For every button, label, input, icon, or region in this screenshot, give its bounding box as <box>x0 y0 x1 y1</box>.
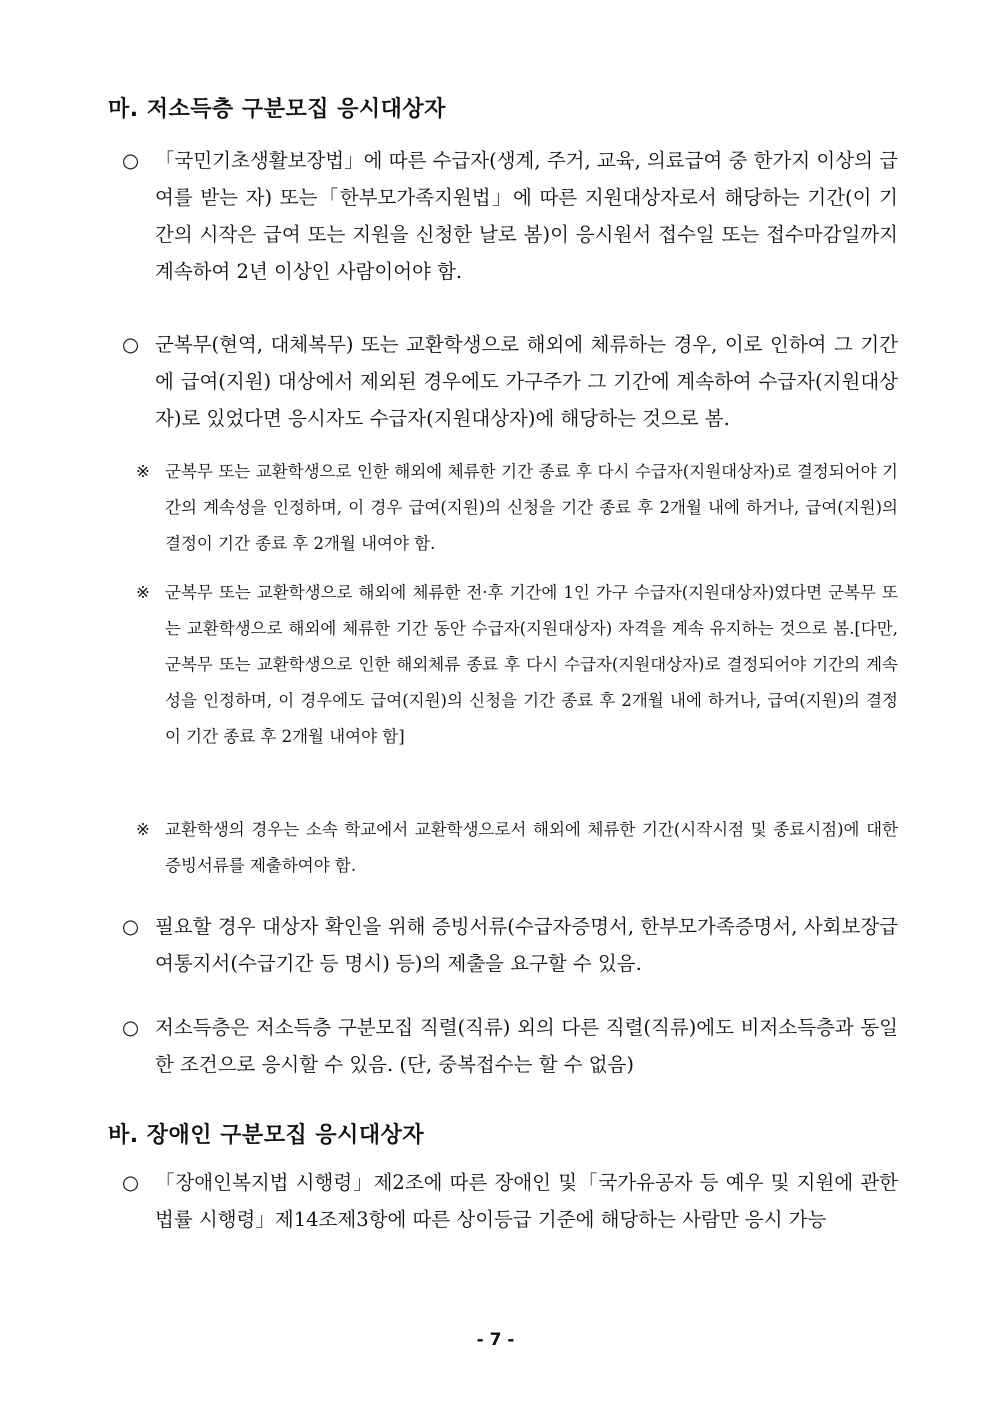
section-heading-disabled: 바. 장애인 구분모집 응시대상자 <box>108 1123 425 1148</box>
reference-mark-icon: ※ <box>136 583 150 602</box>
note-item <box>136 812 898 884</box>
list-item <box>122 1009 898 1083</box>
section-heading-low-income: 마. 저소득층 구분모집 응시대상자 <box>108 97 446 122</box>
reference-mark-icon: ※ <box>136 820 150 839</box>
note-text: 군복무 또는 교환학생으로 인한 해외에 체류한 기간 종료 후 다시 수급자(지원대상자)로 결정되어야 기간의 계속성을 인정하며, 이 경우 급여(지원)의 신청을 기간 종료 후 2개월 내에 하거나, 급여(지원)의 결정이 기간 종료 후 2개월 내여야 함. <box>165 462 898 553</box>
circle-bullet-icon: ○ <box>122 333 140 356</box>
list-item <box>122 1164 898 1238</box>
paragraph-text: 필요할 경우 대상자 확인을 위해 증빙서류(수급자증명서, 한부모가족증명서, 사회보장급여통지서(수급기간 등 명시) 등)의 제출을 요구할 수 있음. <box>155 915 898 975</box>
circle-bullet-icon: ○ <box>122 149 140 172</box>
note-text: 군복무 또는 교환학생으로 해외에 체류한 전·후 기간에 1인 가구 수급자(지원대상자)였다면 군복무 또는 교환학생으로 해외에 체류한 기간 동안 수급자(지원대상자) 자격을 계속 유지하는 것으로 봄.[다만, 군복무 또는 교환학생으로 인한 해외체류 종료 후 다시 수급자(지원대상자)로 결정되어야 기간의 계속성을 인정하며, 이 경우에도 급여(지원)의 신청을 기간 종료 후 2개월 내에 하거나, 급여(지원)의 결정이 기간 종료 후 2개월 내여야 함] <box>165 583 898 746</box>
paragraph-text: 저소득층은 저소득층 구분모집 직렬(직류) 외의 다른 직렬(직류)에도 비저소득층과 동일한 조건으로 응시할 수 있음. (단, 중복접수는 할 수 없음) <box>155 1016 898 1076</box>
paragraph-text: 「국민기초생활보장법」에 따른 수급자(생계, 주거, 교육, 의료급여 중 한가지 이상의 급여를 받는 자) 또는「한부모가족지원법」에 따른 지원대상자로서 해당하는 기간(이 기간의 시작은 급여 또는 지원을 신청한 날로 봄)이 응시원서 접수일 또는 접수마감일까지 계속하여 2년 이상인 사람이어야 함. <box>155 149 898 283</box>
circle-bullet-icon: ○ <box>122 1171 140 1194</box>
note-item <box>136 454 898 562</box>
page-number: - 7 - <box>476 1330 515 1350</box>
reference-mark-icon: ※ <box>136 462 150 481</box>
circle-bullet-icon: ○ <box>122 1016 140 1039</box>
note-item <box>136 575 898 755</box>
circle-bullet-icon: ○ <box>122 915 140 938</box>
paragraph-text: 군복무(현역, 대체복무) 또는 교환학생으로 해외에 체류하는 경우, 이로 인하여 그 기간에 급여(지원) 대상에서 제외된 경우에도 가구주가 그 기간에 계속하여 수급자(지원대상자)로 있었다면 응시자도 수급자(지원대상자)에 해당하는 것으로 봄. <box>155 333 898 430</box>
paragraph-text: 「장애인복지법 시행령」제2조에 따른 장애인 및「국가유공자 등 예우 및 지원에 관한 법률 시행령」제14조제3항에 따른 상이등급 기준에 해당하는 사람만 응시 가능 <box>155 1171 898 1231</box>
note-text: 교환학생의 경우는 소속 학교에서 교환학생으로서 해외에 체류한 기간(시작시점 및 종료시점)에 대한 증빙서류를 제출하여야 함. <box>165 820 898 875</box>
list-item <box>122 142 898 290</box>
list-item <box>122 908 898 982</box>
list-item <box>122 326 898 437</box>
